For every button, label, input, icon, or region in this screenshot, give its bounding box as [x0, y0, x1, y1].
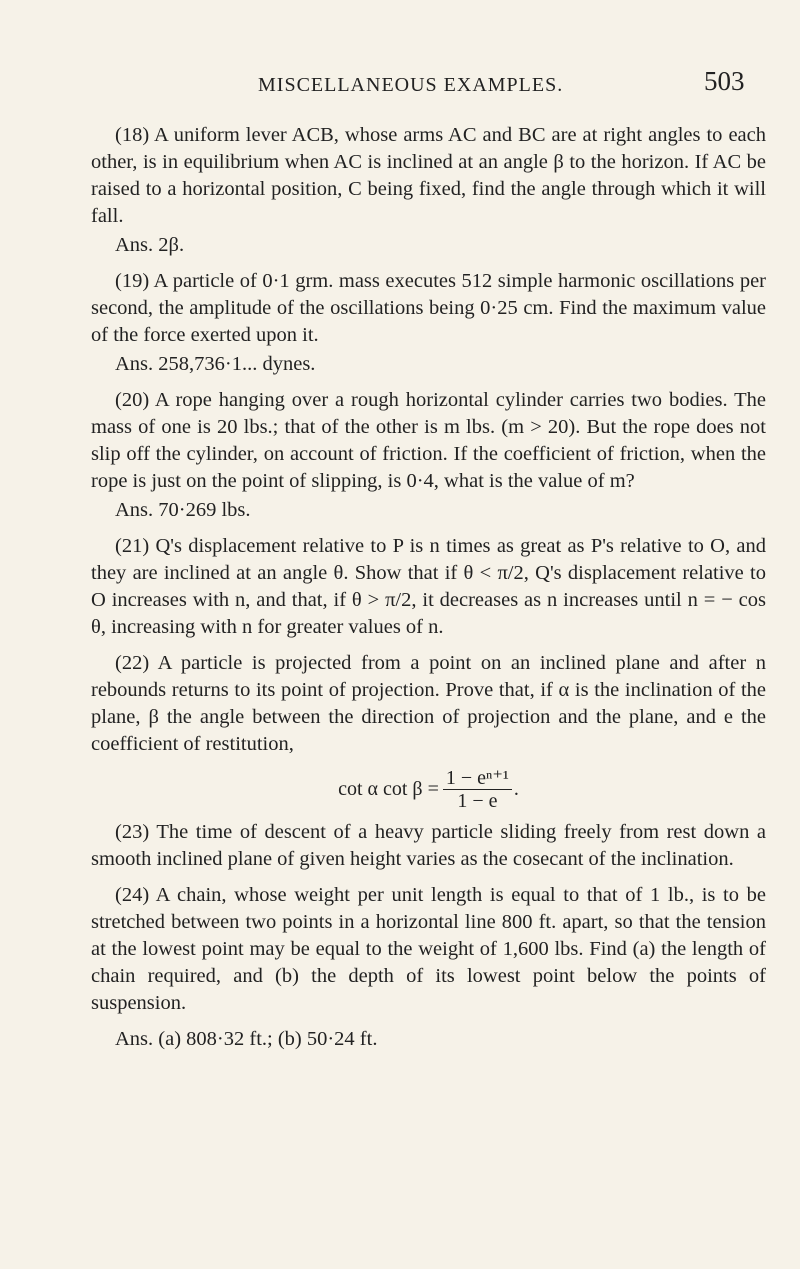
formula-22 — [91, 767, 766, 812]
problem-24: (24) A chain, whose weight per unit length is equal to that of 1 lb., is to be stretched between two points in a horizontal line 800 ft. apart, so that the tension at the lowest point may be equal to the weight of 1,600 lbs. Find (a) the length of chain required, and (b) the depth of its lowest point below the points of suspension. — [91, 884, 766, 1014]
problem-18: (18) A uniform lever ACB, whose arms AC and BC are at right angles to each other, is in equilibrium when AC is inclined at an angle β to the horizon. If AC be raised to a horizontal position, C being fixed, find the angle through which it will fall. — [91, 124, 766, 227]
formula-numerator: 1 − eⁿ⁺¹ — [443, 767, 512, 790]
formula-end: . — [513, 778, 519, 800]
problem-22: (22) A particle is projected from a point on an inclined plane and after n rebounds returns to its point of projection. Prove that, if α is the inclination of the plane, β the angle between the direction of projection and the plane, and e the coefficient of restitution, — [91, 652, 766, 755]
formula-denominator: 1 − e — [457, 790, 498, 812]
page-header — [0, 66, 800, 106]
problem-20: (20) A rope hanging over a rough horizontal cylinder carries two bodies. The mass of one is 20 lbs.; that of the other is m lbs. (m > 20). But the rope does not slip off the cylinder, on account of friction. If the coefficient of friction, when the rope is just on the point of slipping, is 0·4, what is the value of m? — [91, 389, 766, 492]
answer-20: Ans. 70·269 lbs. — [115, 499, 251, 521]
problem-19: (19) A particle of 0·1 grm. mass executes 512 simple harmonic oscillations per second, the amplitude of the oscillations being 0·25 cm. Find the maximum value of the force exerted upon it. — [91, 270, 766, 346]
formula-lhs: cot α cot β = — [338, 778, 439, 800]
running-head: MISCELLANEOUS EXAMPLES. — [258, 74, 564, 96]
page-body — [91, 122, 766, 1062]
page-number: 503 — [704, 66, 745, 96]
problem-23: (23) The time of descent of a heavy particle sliding freely from rest down a smooth inclined plane of given height varies as the cosecant of the inclination. — [91, 821, 766, 870]
formula-fraction — [443, 767, 512, 812]
answer-24: Ans. (a) 808·32 ft.; (b) 50·24 ft. — [115, 1028, 378, 1050]
answer-19: Ans. 258,736·1... dynes. — [115, 353, 316, 375]
answer-18: Ans. 2β. — [115, 234, 185, 256]
problem-21: (21) Q's displacement relative to P is n times as great as P's relative to O, and they are inclined at an angle θ. Show that if θ < π/2, Q's displacement relative to O increases with n, and that, if θ > π/2, it decreases as n increases until n = − cos θ, increasing with n for greater values of n. — [91, 535, 766, 638]
